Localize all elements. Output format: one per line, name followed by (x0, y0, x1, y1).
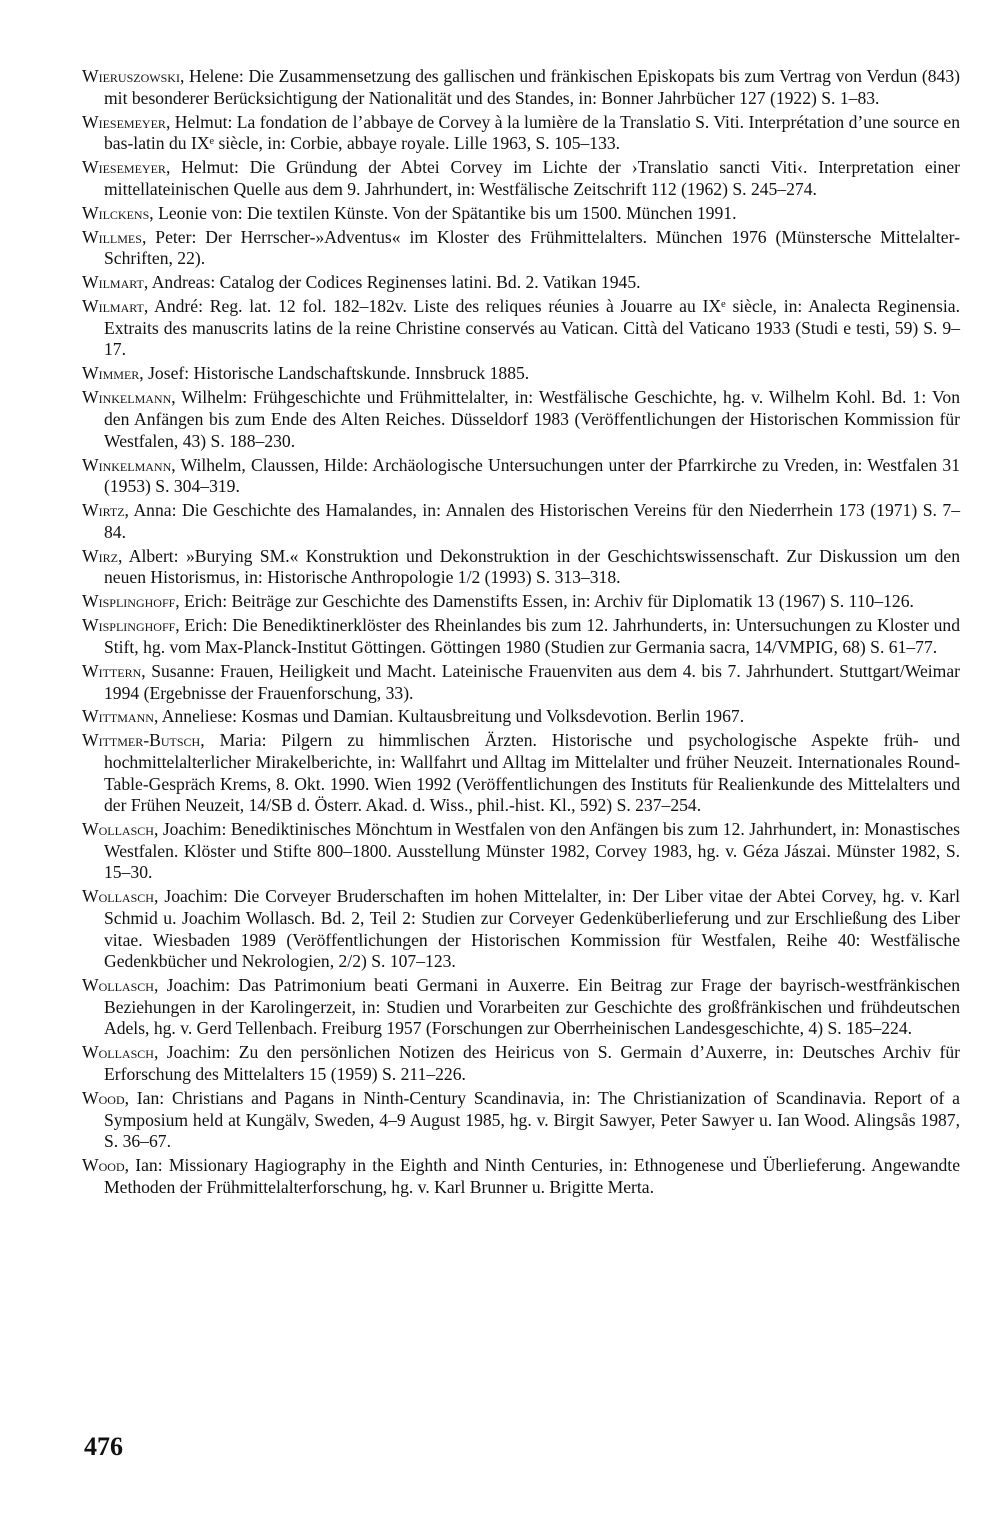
author-surname: Wittmer-Butsch (82, 730, 201, 751)
bibliography-entry (82, 1088, 960, 1153)
author-surname: Wiesemeyer (82, 111, 166, 132)
entry-text: , Maria: Pilgern zu himmlischen Ärzten. Historische und psychologische Aspekte früh- und hochmittelalterlicher Mirakelberichte, in: Wallfahrt und Alltag im Mittelalter und früher Neuzeit. Internationales Round-Table-Gespräch Krems, 8. Okt. 1990. Wien 1992 (Veröffentlichungen des Instituts für Realienkunde des Mittelalters und der Frühen Neuzeit, 14/SB d. Österr. Akad. d. Wiss., phil.-hist. Kl., 592) S. 237–254. (104, 730, 960, 816)
entry-text: , Helene: Die Zusammensetzung des gallischen und fränkischen Episkopats bis zum Vertrag von Verdun (843) mit besonderer Berücksichtigung der Nationalität und des Standes, in: Bonner Jahrbücher 127 (1922) S. 1–83. (104, 66, 960, 108)
author-surname: Winkelmann (82, 387, 172, 408)
bibliography-entry (82, 363, 960, 385)
author-surname: Wilckens (82, 202, 150, 223)
bibliography-entry (82, 387, 960, 452)
bibliography-entry (82, 272, 960, 294)
entry-text: , Leonie von: Die textilen Künste. Von der Spätantike bis um 1500. München 1991. (149, 202, 737, 223)
entry-text: , Joachim: Benediktinisches Mönchtum in Westfalen von den Anfängen bis zum 12. Jahrhundert, in: Monastisches Westfalen. Klöster und Stifte 800–1800. Ausstellung Münster 1982, Corvey 1983, hg. v. Géza Jászai. Münster 1982, S. 15–30. (104, 819, 960, 883)
entry-text: , Andreas: Catalog der Codices Reginenses latini. Bd. 2. Vatikan 1945. (143, 272, 641, 293)
entry-text: , Erich: Die Benediktinerklöster des Rheinlandes bis zum 12. Jahrhunderts, in: Untersuchungen zu Kloster und Stift, hg. vom Max-Planck-Institut Göttingen. Göttingen 1980 (Studien zur Germania sacra, 14/VMPIG, 68) S. 61–77. (104, 615, 960, 657)
author-surname: Wiesemeyer (82, 157, 166, 178)
bibliography-entry (82, 819, 960, 884)
bibliography-entry (82, 730, 960, 816)
entry-text: , Joachim: Zu den persönlichen Notizen des Heiricus von S. Germain d’Auxerre, in: Deutsches Archiv für Erforschung des Mittelalters 15 (1959) S. 211–226. (104, 1042, 960, 1084)
bibliography-entry (82, 112, 960, 155)
author-surname: Wilmart (82, 296, 144, 317)
author-surname: Wisplinghoff (82, 591, 176, 612)
bibliography-entry (82, 546, 960, 589)
bibliography-list (82, 66, 960, 1201)
author-surname: Wood (82, 1155, 125, 1176)
page-number: 476 (84, 1432, 123, 1461)
entry-text: , Wilhelm, Claussen, Hilde: Archäologische Untersuchungen unter der Pfarrkirche zu Vreden, in: Westfalen 31 (1953) S. 304–319. (104, 454, 960, 497)
bibliography-entry (82, 706, 960, 728)
bibliography-entry (82, 227, 960, 270)
author-surname: Wittmann (82, 706, 154, 727)
author-surname: Wollasch (82, 1042, 154, 1063)
author-surname: Wirtz (82, 500, 125, 521)
entry-text: , Erich: Beiträge zur Geschichte des Damenstifts Essen, in: Archiv für Diplomatik 13 (1967) S. 110–126. (175, 591, 914, 612)
author-surname: Wollasch (82, 886, 154, 907)
author-surname: Wimmer (82, 363, 140, 384)
author-surname: Wittern (82, 660, 142, 681)
author-surname: Wood (82, 1087, 125, 1108)
author-surname: Wilmart (82, 272, 144, 293)
bibliography-entry (82, 203, 960, 225)
author-surname: Wollasch (82, 975, 154, 996)
entry-text: , Joachim: Die Corveyer Bruderschaften im hohen Mittelalter, in: Der Liber vitae der Abtei Corvey, hg. v. Karl Schmid u. Joachim Wollasch. Bd. 2, Teil 2: Studien zur Corveyer Gedenküberlieferung und zur Erschließung des Liber vitae. Wiesbaden 1989 (Veröffentlichungen der Historischen Kommission für Westfalen, Reihe 40: Westfälische Gedenkbücher und Nekrologien, 2/2) S. 107–123. (104, 886, 960, 972)
entry-text: , Albert: »Burying SM.« Konstruktion und Dekonstruktion in der Geschichtswissenschaft. Zur Diskussion um den neuen Historismus, in: Historische Anthropologie 1/2 (1993) S. 313–318. (104, 545, 960, 588)
bibliography-entry (82, 886, 960, 972)
entry-text: , Susanne: Frauen, Heiligkeit und Macht. Lateinische Frauenviten aus dem 4. bis 7. Jahrhundert. Stuttgart/Weimar 1994 (Ergebnisse der Frauenforschung, 33). (104, 660, 960, 703)
bibliography-entry (82, 157, 960, 200)
bibliography-entry (82, 455, 960, 498)
entry-text: , Anneliese: Kosmas und Damian. Kultausbreitung und Volksdevotion. Berlin 1967. (153, 706, 745, 727)
bibliography-entry (82, 661, 960, 704)
author-surname: Wirz (82, 545, 118, 566)
author-surname: Wollasch (82, 819, 154, 840)
bibliography-entry (82, 66, 960, 109)
entry-text: , Ian: Missionary Hagiography in the Eighth and Ninth Centuries, in: Ethnogenese und Überlieferung. Angewandte Methoden der Frühmittelalterforschung, hg. v. Karl Brunner u. Brigitte Merta. (104, 1155, 960, 1197)
author-surname: Wisplinghoff (82, 615, 176, 636)
entry-text: , Wilhelm: Frühgeschichte und Frühmittelalter, in: Westfälische Geschichte, hg. v. Wilhelm Kohl. Bd. 1: Von den Anfängen bis zum Ende des Alten Reiches. Düsseldorf 1983 (Veröffentlichungen der Historischen Kommission für Westfalen, 43) S. 188–230. (104, 387, 960, 451)
author-surname: Wieruszowski (82, 66, 180, 86)
bibliography-entry (82, 296, 960, 361)
bibliography-entry (82, 615, 960, 658)
entry-text: , Anna: Die Geschichte des Hamalandes, in: Annalen des Historischen Vereins für den Niederrhein 173 (1971) S. 7–84. (104, 500, 960, 542)
bibliography-entry (82, 1042, 960, 1085)
author-surname: Willmes (82, 226, 142, 247)
entry-text: , André: Reg. lat. 12 fol. 182–182v. Liste des reliques réunies à Jouarre au IXᵉ siècle, in: Analecta Reginensia. Extraits des manuscrits latins de la reine Christine conservés au Vatican. Città del Vaticano 1933 (Studi e testi, 59) S. 9–17. (104, 296, 960, 360)
bibliography-entry (82, 591, 960, 613)
bibliography-entry (82, 1155, 960, 1198)
entry-text: , Peter: Der Herrscher-»Adventus« im Kloster des Frühmittelalters. München 1976 (Münstersche Mittelalter-Schriften, 22). (104, 226, 960, 269)
bibliography-entry (82, 975, 960, 1040)
entry-text: , Josef: Historische Landschaftskunde. Innsbruck 1885. (139, 363, 530, 384)
bibliography-entry (82, 500, 960, 543)
entry-text: , Helmut: Die Gründung der Abtei Corvey im Lichte der ›Translatio sancti Viti‹. Interpretation einer mittellateinischen Quelle aus dem 9. Jahrhundert, in: Westfälische Zeitschrift 112 (1962) S. 245–274. (104, 157, 960, 199)
entry-text: , Ian: Christians and Pagans in Ninth-Century Scandinavia, in: The Christianization of Scandinavia. Report of a Symposium held at Kungälv, Sweden, 4–9 August 1985, hg. v. Birgit Sawyer, Peter Sawyer u. Ian Wood. Alingsås 1987, S. 36–67. (104, 1087, 960, 1152)
entry-text: , Helmut: La fondation de l’abbaye de Corvey à la lumière de la Translatio S. Viti. Interprétation d’une source en bas-latin du IXᵉ siècle, in: Corbie, abbaye royale. Lille 1963, S. 105–133. (104, 111, 960, 154)
author-surname: Winkelmann (82, 454, 172, 475)
entry-text: , Joachim: Das Patrimonium beati Germani in Auxerre. Ein Beitrag zur Frage der bayrisch-westfränkischen Beziehungen in der Karolingerzeit, in: Studien und Vorarbeiten zur Geschichte des großfränkischen und frühdeutschen Adels, hg. v. Gerd Tellenbach. Freiburg 1957 (Forschungen zur Oberrheinischen Landesgeschichte, 4) S. 185–224. (104, 975, 960, 1039)
